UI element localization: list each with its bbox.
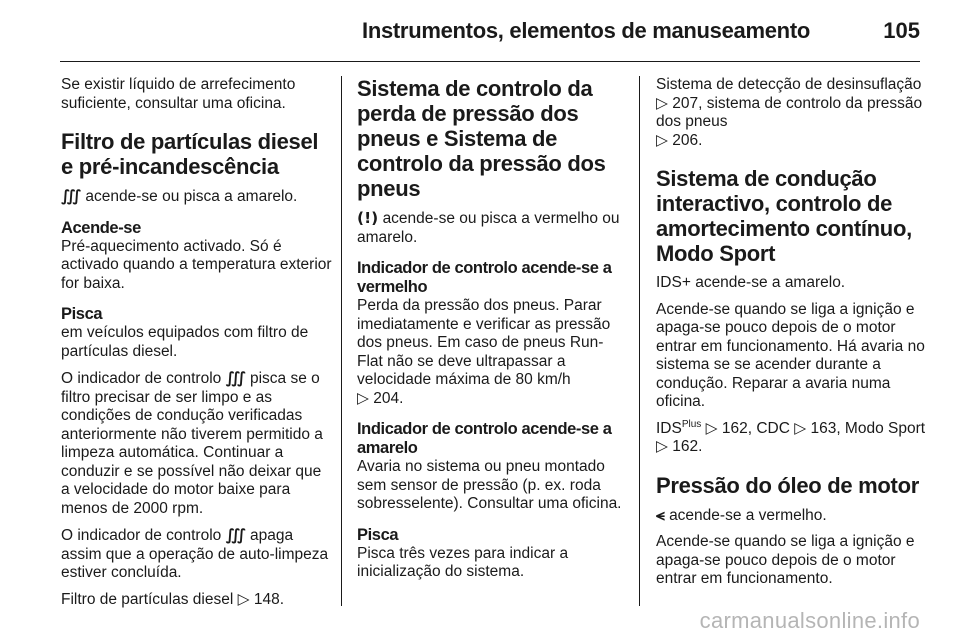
triangle-right-icon: ▷ (237, 590, 250, 608)
page-number: 105 (883, 18, 920, 43)
column-3 (656, 76, 928, 597)
column-divider (341, 76, 342, 606)
header-title: Instrumentos, elementos de manuseamento (362, 18, 810, 43)
cross-reference: $IDS^{Plus}$ ▷ 162, CDC ▷ 163, Modo Sport ▷ 162. (656, 418, 926, 455)
section-heading-oil: Pressão do óleo de motor (656, 472, 919, 498)
subheading-acende: Acende-se (61, 218, 141, 237)
page-header (0, 0, 960, 60)
triangle-right-icon: ▷ (656, 94, 668, 112)
subheading-yellow: Indicador de controlo acende-se a amarelo (357, 420, 612, 457)
glow-plug-icon: ∭ (225, 526, 246, 544)
glow-plug-icon: ∭ (61, 187, 82, 205)
paragraph: Perda da pressão dos pneus. Parar imediatamente e verificar as pressão dos pneus. Em caso de pneus Run-Flat não se deve ultrapassar a velocidade máxima de 80 km/h ▷ 204. (357, 297, 611, 407)
subheading-pisca: Pisca (61, 305, 103, 323)
column-divider (639, 76, 640, 606)
cross-reference: Sistema de detecção de desinsuflação ▷ 207, sistema de controlo da pressão dos pneus ▷ 206. (656, 76, 923, 149)
header-rule (60, 61, 920, 62)
cross-reference: Filtro de partículas diesel ▷ 148. (61, 590, 285, 608)
section-heading-tyre: Sistema de controlo da perda de pressão dos pneus e Sistema de controlo da pressão dos pneus (357, 76, 606, 201)
paragraph: O indicador de controlo ∭ pisca se o filtro precisar de ser limpo e as condições de condução verificadas anteriormente não tiverem permitido a limpeza automática. Continuar a conduzir e se possível não deixar que a velocidade do motor baixe para menos de 2000 rpm. (61, 369, 323, 517)
triangle-right-icon: ▷ (794, 419, 807, 437)
triangle-right-icon: ▷ (656, 131, 668, 149)
tyre-pressure-icon: (!) (357, 209, 379, 227)
status-line: ⪪ acende-se a vermelho. (656, 505, 827, 524)
section-heading-dpf: Filtro de partículas diesel e pré-incandescência (61, 129, 319, 179)
triangle-right-icon: ▷ (656, 438, 668, 455)
column-1 (61, 76, 333, 617)
paragraph: em veículos equipados com filtro de partículas diesel. (61, 324, 309, 360)
intro-paragraph: Se existir líquido de arrefecimento suficiente, consultar uma oficina. (61, 76, 296, 112)
paragraph: Acende-se quando se liga a ignição e apaga-se pouco depois de o motor entrar em funcionamento. Há avaria no sistema se se acender durante a condução. Reparar a avaria numa oficina. (656, 300, 925, 410)
glow-plug-icon: ∭ (225, 369, 246, 387)
status-line: (!) acende-se ou pisca a vermelho ou amarelo. (357, 209, 620, 246)
paragraph: Pré-aquecimento activado. Só é activado quando a temperatura exterior for baixa. (61, 237, 332, 292)
triangle-right-icon: ▷ (357, 389, 369, 407)
subheading-red: Indicador de controlo acende-se a vermelho (357, 259, 612, 296)
oil-can-icon: ⪪ (656, 505, 665, 524)
page-reference[interactable]: 148. (253, 590, 285, 608)
paragraph: Pisca três vezes para indicar a inicialização do sistema. (357, 544, 569, 580)
triangle-right-icon: ▷ (705, 419, 718, 437)
paragraph: Acende-se quando se liga a ignição e apaga-se pouco depois de o motor entrar em funcionamento. (656, 533, 915, 587)
paragraph: O indicador de controlo ∭ apaga assim que a operação de auto-limpeza estiver concluída. (61, 526, 329, 581)
section-heading-ids: Sistema de condução interactivo, controlo de amortecimento contínuo, Modo Sport (656, 166, 912, 266)
paragraph: Avaria no sistema ou pneu montado sem sensor de pressão (p. ex. roda sobresselente). Consultar uma oficina. (357, 458, 622, 512)
subheading-pisca: Pisca (357, 525, 399, 544)
watermark: carmanualsonline.info (699, 608, 920, 633)
status-line: ∭ acende-se ou pisca a amarelo. (61, 187, 298, 205)
page-reference[interactable]: 204. (373, 389, 404, 407)
status-line: IDS+ acende-se a amarelo. (656, 274, 846, 291)
column-2 (357, 76, 625, 590)
